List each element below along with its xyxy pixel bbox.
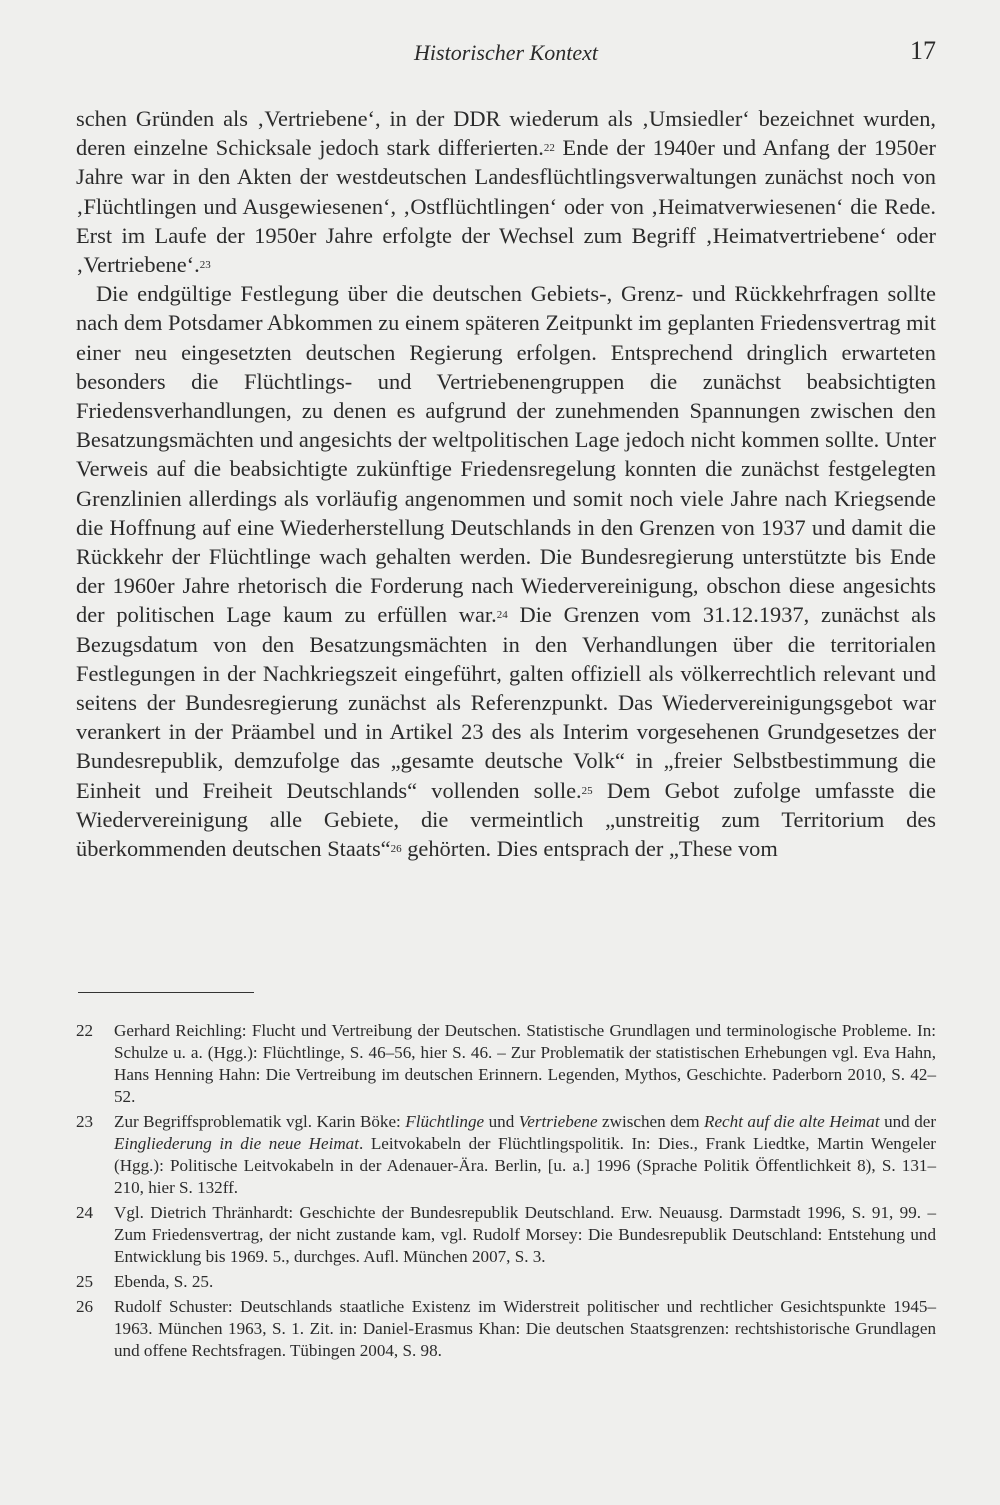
text-run: Dem Gebot zufolge umfasste die Wiedervereinigung alle Gebiete, die vermeintlich „unstreitig zum Territorium des überkommenden deutschen Staats“ [76,777,936,862]
text-run: schen Gründen als ‚Vertriebene‘, in der DDR wiederum als ‚Umsiedler‘ bezeichnet wurden, deren einzelne Schicksale jedoch stark differierten. [76,106,936,161]
footnote-separator [78,992,254,993]
footnote-ref-26[interactable]: 26 [390,843,402,856]
footnote-24 [76,1202,936,1268]
footnote-text: Rudolf Schuster: Deutschlands staatliche Existenz im Widerstreit politischer und rechtlicher Gesichtspunkte 1945–1963. München 1963, S. 1. Zit. in: Daniel-Erasmus Khan: Die deutschen Staatsgrenzen: rechtshistorische Grundlagen und offene Rechtsfragen. Tübingen 2004, S. 98. [114,1297,936,1360]
footnote-25 [76,1271,936,1293]
italic-term: Eingliederung in die neue Heimat [114,1134,359,1153]
text-run: gehörten. Dies entsprach der „These vom [401,836,778,862]
footnote-number: 23 [76,1112,94,1131]
running-head [76,36,936,70]
footnote-ref-22[interactable]: 22 [543,142,555,155]
text-run: Zur Begriffsproblematik vgl. Karin Böke: [114,1112,406,1131]
footnote-text: Gerhard Reichling: Flucht und Vertreibung der Deutschen. Statistische Grundlagen und terminologische Probleme. In: Schulze u. a. (Hgg.): Flüchtlinge, S. 46–56, hier S. 46. – Zur Problematik der statistischen Erhebungen vgl. Eva Hahn, Hans Henning Hahn: Die Vertreibung im deutschen Erinnern. Legenden, Mythos, Geschichte. Paderborn 2010, S. 42–52. [114,1021,936,1106]
footnote-23 [76,1111,936,1199]
footnote-ref-23[interactable]: 23 [199,259,211,272]
footnotes [76,1020,936,1365]
italic-term: Recht auf die alte Heimat [704,1112,880,1131]
footnote-ref-25[interactable]: 25 [581,784,593,797]
text-run: Die Grenzen vom 31.12.1937, zunächst als Bezugsdatum von den Besatzungsmächten in den Verhandlungen über die territorialen Festlegungen in der Nachkriegszeit eingeführt, galten offiziell als völkerrechtlich relevant und seitens der Bundesregierung zunächst als Referenzpunkt. Das Wiedervereinigungsgebot war verankert in der Präambel und in Artikel 23 des als Interim vorgesehenen Grundgesetzes der Bundesrepublik, demzufolge das „gesamte deutsche Volk“ in „freier Selbstbestimmung die Einheit und Freiheit Deutschlands“ vollenden solle. [76,602,936,803]
footnote-number: 26 [76,1297,94,1316]
text-run: Ende der 1940er und Anfang der 1950er Jahre war in den Akten der westdeutschen Landesflüchtlingsverwaltungen zunächst noch von ‚Flüchtlingen und Ausgewiesenen‘, ‚Ostflüchtlingen‘ oder von ‚Heimatverwiesenen‘ die Rede. Erst im Laufe der 1950er Jahre erfolgte der Wechsel zum Begriff ‚Heimatvertriebene‘ oder ‚Vertriebene‘. [76,135,936,278]
footnote-ref-24[interactable]: 24 [496,609,508,622]
footnote-number: 25 [76,1272,94,1291]
text-run: zwischen dem [597,1112,705,1131]
footnote-text [114,1111,936,1199]
text-run: . Leitvokabeln der Flüchtlingspolitik. In: Dies., Frank Liedtke, Martin Wengeler (Hgg.): Politische Leitvokabeln in der Adenauer-Ära. Berlin, [u. a.] 1996 (Sprache Politik Öffentlichkeit 8), S. 131–210, hier S. 132ff. [114,1134,936,1197]
italic-term: Vertriebene [518,1112,598,1131]
footnote-text: Vgl. Dietrich Thränhardt: Geschichte der Bundesrepublik Deutschland. Erw. Neuausg. Darmstadt 1996, S. 91, 99. – Zum Friedensvertrag, der nicht zustande kam, vgl. Rudolf Morsey: Die Bundesrepublik Deutschland: Entstehung und Entwicklung bis 1969. 5., durchges. Aufl. München 2007, S. 3. [114,1203,936,1266]
footnote-number: 24 [76,1203,94,1222]
text-run: und der [879,1112,937,1131]
text-run: und [484,1112,519,1131]
page-number: 17 [910,36,936,65]
footnote-number: 22 [76,1021,94,1040]
paragraph-2 [76,279,936,863]
footnote-22 [76,1020,936,1108]
paragraph-1 [76,104,936,279]
footnote-26 [76,1296,936,1362]
running-title: Historischer Kontext [414,40,598,65]
italic-term: Flüchtlinge [405,1112,485,1131]
body-text [76,104,936,863]
footnote-text: Ebenda, S. 25. [114,1272,214,1291]
text-run: Die endgültige Festlegung über die deutschen Gebiets-, Grenz- und Rückkehrfragen sollte nach dem Potsdamer Abkommen zu einem späteren Zeitpunkt im geplanten Friedensvertrag mit einer neu eingesetzten deutschen Regierung erfolgen. Entsprechend dringlich erwarteten besonders die Flüchtlings- und Vertriebenengruppen die zunächst beabsichtigten Friedensverhandlungen, zu denen es aufgrund der zunehmenden Spannungen zwischen den Besatzungsmächten und angesichts der weltpolitischen Lage jedoch nicht kommen sollte. Unter Verweis auf die beabsichtigte zukünftige Friedensregelung konnten die zunächst festgelegten Grenzlinien allerdings als vorläufig angenommen und somit noch viele Jahre nach Kriegsende die Hoffnung auf eine Wiederherstellung Deutschlands in den Grenzen von 1937 und damit die Rückkehr der Flüchtlinge wach gehalten werden. Die Bundesregierung unterstützte bis Ende der 1960er Jahre rhetorisch die Forderung nach Wiedervereinigung, obschon diese angesichts der politischen Lage kaum zu erfüllen war. [76,281,936,628]
